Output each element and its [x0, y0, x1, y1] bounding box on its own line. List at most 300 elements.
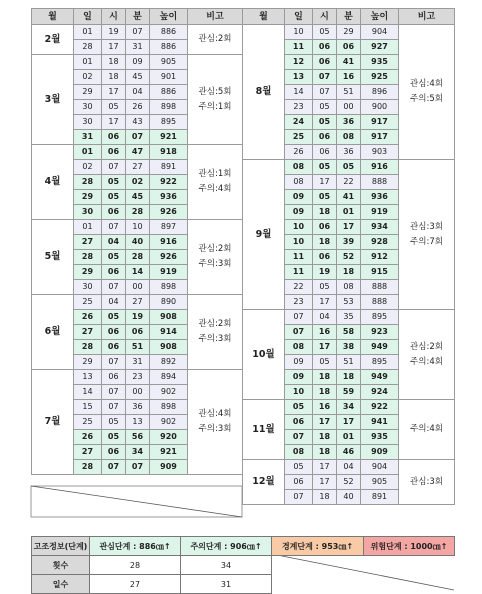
day-cell: 30	[74, 115, 102, 130]
day-cell: 02	[74, 70, 102, 85]
hour-cell: 05	[102, 190, 126, 205]
minute-cell: 51	[126, 340, 150, 355]
day-cell: 23	[285, 295, 313, 310]
height-cell: 925	[361, 70, 399, 85]
remark-line: 관심:4회	[198, 409, 232, 419]
minute-cell: 28	[126, 205, 150, 220]
hour-cell: 17	[313, 415, 337, 430]
day-cell: 05	[285, 400, 313, 415]
height-cell: 888	[361, 175, 399, 190]
day-cell: 25	[74, 295, 102, 310]
height-cell: 909	[150, 460, 188, 475]
height-cell: 923	[361, 325, 399, 340]
height-cell: 891	[150, 160, 188, 175]
day-cell: 11	[285, 40, 313, 55]
day-cell: 10	[285, 385, 313, 400]
height-cell: 936	[361, 190, 399, 205]
day-cell: 31	[74, 130, 102, 145]
hour-cell: 17	[313, 475, 337, 490]
minute-cell: 35	[337, 310, 361, 325]
hour-cell: 06	[313, 40, 337, 55]
minute-cell: 47	[126, 145, 150, 160]
day-cell: 29	[74, 85, 102, 100]
hour-cell: 18	[313, 430, 337, 445]
remark-line: 주의:5회	[410, 94, 443, 104]
height-cell: 915	[361, 265, 399, 280]
minute-cell: 22	[337, 175, 361, 190]
hour-cell: 17	[102, 115, 126, 130]
height-cell: 914	[150, 325, 188, 340]
height-cell: 894	[150, 370, 188, 385]
hour-cell: 05	[313, 115, 337, 130]
day-cell: 12	[285, 55, 313, 70]
day-cell: 24	[285, 115, 313, 130]
hour-cell: 06	[102, 130, 126, 145]
day-cell: 02	[74, 160, 102, 175]
remark-line: 주의:1회	[198, 101, 232, 112]
hour-cell: 17	[313, 175, 337, 190]
height-cell: 888	[361, 295, 399, 310]
minute-cell: 10	[126, 220, 150, 235]
height-cell: 898	[150, 400, 188, 415]
height-cell: 886	[150, 40, 188, 55]
height-cell: 901	[150, 70, 188, 85]
hour-cell: 18	[102, 55, 126, 70]
minute-cell: 02	[126, 175, 150, 190]
legend-days-warning: 31	[181, 575, 272, 594]
hour-cell: 05	[102, 250, 126, 265]
minute-cell: 31	[126, 40, 150, 55]
day-cell: 05	[285, 460, 313, 475]
header-minute: 분	[337, 9, 361, 25]
minute-cell: 56	[126, 430, 150, 445]
minute-cell: 36	[337, 145, 361, 160]
minute-cell: 17	[337, 220, 361, 235]
hour-cell: 18	[313, 205, 337, 220]
height-cell: 922	[361, 400, 399, 415]
height-cell: 918	[150, 145, 188, 160]
height-cell: 928	[361, 235, 399, 250]
hour-cell: 18	[313, 370, 337, 385]
day-cell: 11	[285, 250, 313, 265]
hour-cell: 05	[313, 25, 337, 40]
height-cell: 935	[361, 55, 399, 70]
hour-cell: 19	[313, 265, 337, 280]
tide-level-legend	[31, 536, 455, 594]
month-label: 12월	[243, 460, 285, 505]
height-cell: 895	[361, 310, 399, 325]
header-month: 월	[243, 9, 285, 25]
remark-line: 주의:3회	[198, 259, 232, 269]
day-cell: 13	[285, 70, 313, 85]
month-label: 4월	[32, 145, 74, 220]
minute-cell: 04	[337, 460, 361, 475]
day-cell: 29	[74, 355, 102, 370]
remark-line: 관심:3회	[410, 476, 443, 487]
height-cell: 896	[361, 85, 399, 100]
day-cell: 07	[285, 490, 313, 505]
hour-cell: 06	[102, 325, 126, 340]
minute-cell: 34	[337, 400, 361, 415]
minute-cell: 45	[126, 70, 150, 85]
day-cell: 09	[285, 355, 313, 370]
height-cell: 892	[150, 355, 188, 370]
legend-count-row	[32, 556, 455, 575]
day-cell: 09	[285, 205, 313, 220]
minute-cell: 17	[337, 415, 361, 430]
day-cell: 30	[74, 205, 102, 220]
header-minute: 분	[126, 9, 150, 25]
height-cell: 920	[150, 430, 188, 445]
height-cell: 900	[361, 100, 399, 115]
legend-row-label: 횟수	[32, 556, 90, 575]
minute-cell: 18	[337, 370, 361, 385]
height-cell: 917	[361, 115, 399, 130]
day-cell: 11	[285, 265, 313, 280]
minute-cell: 27	[126, 160, 150, 175]
month-label: 5월	[32, 220, 74, 295]
minute-cell: 28	[126, 250, 150, 265]
height-cell: 926	[150, 205, 188, 220]
minute-cell: 43	[126, 115, 150, 130]
hour-cell: 16	[313, 325, 337, 340]
month-label: 10월	[243, 310, 285, 400]
remark-line: 주의:4회	[198, 184, 232, 194]
hour-cell: 05	[102, 175, 126, 190]
height-cell: 886	[150, 85, 188, 100]
month-label: 6월	[32, 295, 74, 370]
day-cell: 14	[74, 385, 102, 400]
minute-cell: 00	[126, 280, 150, 295]
height-cell: 919	[150, 265, 188, 280]
minute-cell: 36	[126, 400, 150, 415]
minute-cell: 39	[337, 235, 361, 250]
hour-cell: 06	[102, 370, 126, 385]
minute-cell: 07	[126, 25, 150, 40]
day-cell: 25	[285, 130, 313, 145]
minute-cell: 05	[337, 160, 361, 175]
height-cell: 924	[361, 385, 399, 400]
height-cell: 897	[150, 220, 188, 235]
minute-cell: 09	[126, 55, 150, 70]
hour-cell: 07	[313, 85, 337, 100]
remark-line: 관심:3회	[410, 221, 443, 232]
legend-level-row	[32, 537, 455, 556]
hour-cell: 05	[313, 100, 337, 115]
height-cell: 934	[361, 220, 399, 235]
remark-line: 주의:4회	[410, 356, 443, 367]
height-cell: 916	[150, 235, 188, 250]
minute-cell: 45	[126, 190, 150, 205]
hour-cell: 17	[313, 295, 337, 310]
day-cell: 09	[285, 370, 313, 385]
height-cell: 905	[361, 475, 399, 490]
day-cell: 23	[285, 100, 313, 115]
day-cell: 13	[74, 370, 102, 385]
day-cell: 26	[285, 145, 313, 160]
minute-cell: 13	[126, 415, 150, 430]
minute-cell: 07	[126, 130, 150, 145]
hour-cell: 06	[102, 445, 126, 460]
height-cell: 886	[150, 25, 188, 40]
legend-empty-cell	[272, 556, 455, 594]
remark-line: 관심:4회	[410, 79, 443, 89]
hour-cell: 06	[313, 145, 337, 160]
hour-cell: 06	[313, 220, 337, 235]
height-cell: 904	[361, 460, 399, 475]
level-alert: 경계단계 : 953㎝↑	[272, 537, 364, 556]
height-cell: 908	[150, 340, 188, 355]
header-hour: 시	[102, 9, 126, 25]
hour-cell: 07	[102, 385, 126, 400]
hour-cell: 05	[313, 355, 337, 370]
hour-cell: 17	[313, 340, 337, 355]
day-cell: 30	[74, 280, 102, 295]
hour-cell: 18	[313, 235, 337, 250]
minute-cell: 52	[337, 475, 361, 490]
day-cell: 28	[74, 250, 102, 265]
hour-cell: 16	[313, 400, 337, 415]
hour-cell: 06	[102, 265, 126, 280]
remark-line: 주의:4회	[410, 424, 443, 434]
day-cell: 08	[285, 175, 313, 190]
level-caution: 관심단계 : 886㎝↑	[90, 537, 181, 556]
hour-cell: 07	[102, 280, 126, 295]
hour-cell: 06	[102, 205, 126, 220]
remark-line: 관심:1회	[198, 169, 232, 179]
day-cell: 10	[285, 25, 313, 40]
day-cell: 14	[285, 85, 313, 100]
day-cell: 06	[285, 475, 313, 490]
legend-count-warning: 34	[181, 556, 272, 575]
height-cell: 927	[361, 40, 399, 55]
hour-cell: 06	[102, 340, 126, 355]
height-cell: 921	[150, 130, 188, 145]
minute-cell: 04	[126, 85, 150, 100]
day-cell: 10	[285, 220, 313, 235]
hour-cell: 07	[102, 355, 126, 370]
height-cell: 919	[361, 205, 399, 220]
day-cell: 07	[285, 430, 313, 445]
minute-cell: 06	[337, 40, 361, 55]
day-cell: 08	[285, 340, 313, 355]
hour-cell: 04	[313, 310, 337, 325]
minute-cell: 27	[126, 295, 150, 310]
minute-cell: 36	[337, 115, 361, 130]
day-cell: 07	[285, 325, 313, 340]
day-cell: 28	[74, 460, 102, 475]
remark-line: 관심:2회	[198, 34, 232, 44]
height-cell: 903	[361, 145, 399, 160]
height-cell: 912	[361, 250, 399, 265]
day-cell: 28	[74, 340, 102, 355]
height-cell: 902	[150, 385, 188, 400]
height-cell: 949	[361, 370, 399, 385]
level-warning: 주의단계 : 906㎝↑	[181, 537, 272, 556]
minute-cell: 59	[337, 385, 361, 400]
hour-cell: 18	[313, 385, 337, 400]
height-cell: 898	[150, 280, 188, 295]
day-cell: 27	[74, 325, 102, 340]
height-cell: 941	[361, 415, 399, 430]
minute-cell: 29	[337, 25, 361, 40]
minute-cell: 51	[337, 355, 361, 370]
minute-cell: 40	[337, 490, 361, 505]
month-label: 7월	[32, 370, 74, 475]
day-cell: 28	[74, 40, 102, 55]
month-label: 3월	[32, 55, 74, 145]
minute-cell: 38	[337, 340, 361, 355]
hour-cell: 06	[313, 250, 337, 265]
day-cell: 15	[74, 400, 102, 415]
hour-cell: 05	[102, 310, 126, 325]
hour-cell: 07	[102, 400, 126, 415]
minute-cell: 16	[337, 70, 361, 85]
hour-cell: 06	[313, 55, 337, 70]
header-remark: 비고	[399, 9, 455, 25]
remark-line: 관심:2회	[198, 319, 232, 329]
day-cell: 08	[285, 445, 313, 460]
month-label: 9월	[243, 160, 285, 310]
legend-count-caution: 28	[90, 556, 181, 575]
remark-line: 주의:7회	[410, 236, 443, 247]
hour-cell: 18	[313, 445, 337, 460]
minute-cell: 31	[126, 355, 150, 370]
minute-cell: 19	[126, 310, 150, 325]
day-cell: 06	[285, 415, 313, 430]
header-height: 높이	[361, 9, 399, 25]
minute-cell: 41	[337, 55, 361, 70]
remark-line: 주의:3회	[198, 334, 232, 344]
hour-cell: 07	[102, 460, 126, 475]
hour-cell: 06	[313, 130, 337, 145]
remark-line: 관심:5회	[198, 86, 232, 97]
month-label: 2월	[32, 25, 74, 55]
day-cell: 29	[74, 190, 102, 205]
hour-cell: 04	[102, 295, 126, 310]
hour-cell: 19	[102, 25, 126, 40]
minute-cell: 51	[337, 85, 361, 100]
day-cell: 29	[74, 265, 102, 280]
height-cell: 902	[150, 415, 188, 430]
minute-cell: 08	[337, 280, 361, 295]
hour-cell: 18	[313, 490, 337, 505]
minute-cell: 01	[337, 205, 361, 220]
day-cell: 07	[285, 310, 313, 325]
height-cell: 905	[150, 55, 188, 70]
header-day: 일	[74, 9, 102, 25]
hour-cell: 05	[313, 280, 337, 295]
header-remark: 비고	[188, 9, 243, 25]
hour-cell: 07	[102, 160, 126, 175]
height-cell: 888	[361, 280, 399, 295]
hour-cell: 07	[102, 220, 126, 235]
hour-cell: 17	[102, 85, 126, 100]
day-cell: 26	[74, 310, 102, 325]
day-cell: 01	[74, 25, 102, 40]
minute-cell: 08	[337, 130, 361, 145]
level-danger: 위험단계 : 1000㎝↑	[364, 537, 455, 556]
height-cell: 926	[150, 250, 188, 265]
minute-cell: 53	[337, 295, 361, 310]
height-cell: 908	[150, 310, 188, 325]
height-cell: 935	[361, 430, 399, 445]
minute-cell: 14	[126, 265, 150, 280]
height-cell: 890	[150, 295, 188, 310]
remark-line: 주의:3회	[198, 424, 232, 434]
header-height: 높이	[150, 9, 188, 25]
header-month: 월	[32, 9, 74, 25]
minute-cell: 06	[126, 325, 150, 340]
hour-cell: 06	[102, 145, 126, 160]
height-cell: 922	[150, 175, 188, 190]
minute-cell: 46	[337, 445, 361, 460]
day-cell: 10	[285, 235, 313, 250]
minute-cell: 18	[337, 265, 361, 280]
hour-cell: 18	[102, 70, 126, 85]
height-cell: 917	[361, 130, 399, 145]
minute-cell: 00	[337, 100, 361, 115]
day-cell: 09	[285, 190, 313, 205]
month-label: 11월	[243, 400, 285, 460]
height-cell: 921	[150, 445, 188, 460]
minute-cell: 34	[126, 445, 150, 460]
day-cell: 27	[74, 445, 102, 460]
height-cell: 909	[361, 445, 399, 460]
minute-cell: 41	[337, 190, 361, 205]
day-cell: 01	[74, 145, 102, 160]
height-cell: 895	[361, 355, 399, 370]
day-cell: 26	[74, 430, 102, 445]
height-cell: 916	[361, 160, 399, 175]
height-cell: 898	[150, 100, 188, 115]
height-cell: 949	[361, 340, 399, 355]
day-cell: 22	[285, 280, 313, 295]
minute-cell: 58	[337, 325, 361, 340]
hour-cell: 05	[102, 100, 126, 115]
day-cell: 30	[74, 100, 102, 115]
month-label: 8월	[243, 25, 285, 160]
legend-head: 고조정보(단계)	[32, 537, 90, 556]
day-cell: 01	[74, 55, 102, 70]
hour-cell: 04	[102, 235, 126, 250]
hour-cell: 07	[313, 70, 337, 85]
minute-cell: 23	[126, 370, 150, 385]
day-cell: 01	[74, 220, 102, 235]
hour-cell: 17	[313, 460, 337, 475]
height-cell: 936	[150, 190, 188, 205]
day-cell: 08	[285, 160, 313, 175]
header-hour: 시	[313, 9, 337, 25]
day-cell: 25	[74, 415, 102, 430]
hour-cell: 05	[102, 430, 126, 445]
header-day: 일	[285, 9, 313, 25]
minute-cell: 52	[337, 250, 361, 265]
minute-cell: 01	[337, 430, 361, 445]
day-cell: 28	[74, 175, 102, 190]
minute-cell: 40	[126, 235, 150, 250]
remark-line: 관심:2회	[198, 244, 232, 254]
legend-days-caution: 27	[90, 575, 181, 594]
hour-cell: 05	[313, 190, 337, 205]
hour-cell: 05	[313, 160, 337, 175]
minute-cell: 00	[126, 385, 150, 400]
height-cell: 895	[150, 115, 188, 130]
height-cell: 891	[361, 490, 399, 505]
legend-row-label: 일수	[32, 575, 90, 594]
day-cell: 27	[74, 235, 102, 250]
height-cell: 904	[361, 25, 399, 40]
